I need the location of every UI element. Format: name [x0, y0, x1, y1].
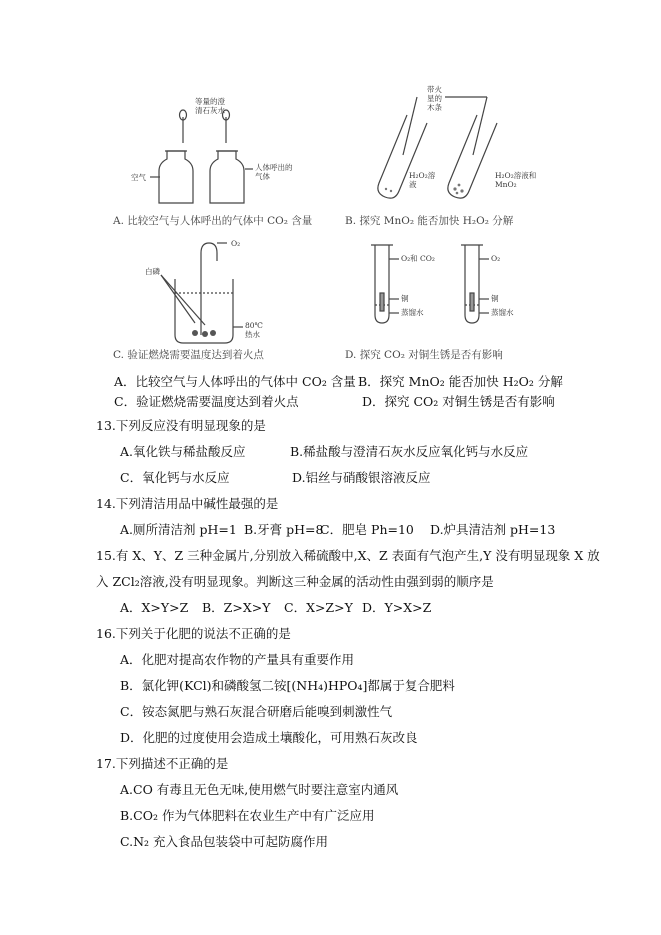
figure-a-dropper-label: 等量的澄清石灰水 — [195, 97, 225, 115]
figure-c — [95, 235, 335, 365]
figure-b-drawing — [345, 85, 575, 230]
q14-option-c: C．肥皂 Ph=10 — [320, 522, 414, 537]
q13-option-b: B.稀盐酸与澄清石灰水反应氧化钙与水反应 — [290, 444, 529, 459]
q14-option-d: D.炉具清洁剂 pH=13 — [430, 522, 556, 537]
q13-option-d: D.铝丝与硝酸银溶液反应 — [292, 470, 431, 485]
q17-option-a: A.CO 有毒且无色无味,使用燃气时要注意室内通风 — [120, 782, 399, 797]
q14-option-a: A.厕所清洁剂 pH=1 — [120, 522, 237, 537]
q13-option-c: C．氧化钙与水反应 — [120, 470, 230, 485]
figure-c-water-label: 80℃热水 — [245, 321, 263, 339]
q15-stem-continued: 入 ZCl₂溶液,没有明显现象。判断这三种金属的活动性由强到弱的顺序是 — [96, 574, 494, 589]
figure-a-caption: A. 比较空气与人体呼出的气体中 CO₂ 含量 — [113, 215, 313, 227]
q16-option-a: A．化肥对提高农作物的产量具有重要作用 — [120, 652, 355, 667]
q12-option-b: B．探究 MnO₂ 能否加快 H₂O₂ 分解 — [358, 374, 563, 389]
figure-c-gas-label: O₂ — [231, 239, 241, 248]
q13-option-a: A.氧化铁与稀盐酸反应 — [120, 444, 246, 459]
figure-a — [95, 85, 335, 230]
figure-b-left-label: H₂O₂溶液 — [409, 171, 436, 189]
q16-stem: 16.下列关于化肥的说法不正确的是 — [96, 626, 291, 641]
q14-stem: 14.下列清洁用品中碱性最强的是 — [96, 496, 279, 511]
figure-a-left-label: 空气 — [131, 173, 146, 182]
q13-stem: 13.下列反应没有明显现象的是 — [96, 418, 266, 433]
figure-d-left-gas: O₂和 CO₂ — [401, 254, 435, 263]
q15-option-d: D．Y>X>Z — [362, 600, 432, 615]
q15-option-b: B．Z>X>Y — [202, 600, 271, 615]
figure-a-right-label: 人体呼出的气体 — [255, 163, 293, 181]
figure-c-drawing — [95, 235, 335, 365]
q14-option-b: B.牙膏 pH=8 — [244, 522, 324, 537]
q17-option-c: C.N₂ 充入食品包装袋中可起防腐作用 — [120, 834, 329, 849]
figure-d-copper-right: 铜 — [491, 294, 499, 303]
q15-stem: 15.有 X、Y、Z 三种金属片,分别放入稀硫酸中,X、Z 表面有气泡产生,Y 没有明显现象 X 放 — [96, 548, 600, 563]
figure-d-drawing — [345, 235, 575, 365]
figure-b-caption: B. 探究 MnO₂ 能否加快 H₂O₂ 分解 — [345, 215, 514, 227]
figure-b — [345, 85, 575, 230]
figure-d-right-gas: O₂ — [491, 254, 501, 263]
q17-stem: 17.下列描述不正确的是 — [96, 756, 229, 771]
figure-d-water-left: 蒸馏水 — [401, 308, 424, 317]
figure-c-phosphorus-label: 白磷 — [145, 267, 160, 276]
figure-d — [345, 235, 575, 365]
figure-d-caption: D. 探究 CO₂ 对铜生锈是否有影响 — [345, 349, 503, 361]
figure-d-copper-left: 铜 — [401, 294, 409, 303]
figure-c-caption: C. 验证燃烧需要温度达到着火点 — [113, 349, 264, 361]
q16-option-b: B．氯化钾(KCl)和磷酸氢二铵[(NH₄)HPO₄]都属于复合肥料 — [120, 678, 455, 693]
q12-option-a: A．比较空气与人体呼出的气体中 CO₂ 含量 — [114, 374, 356, 389]
q15-option-a: A．X>Y>Z — [120, 600, 189, 615]
figure-d-water-right: 蒸馏水 — [491, 308, 514, 317]
figure-b-right-label: H₂O₂溶液和 MnO₂ — [495, 171, 537, 189]
q12-option-d: D．探究 CO₂ 对铜生锈是否有影响 — [362, 394, 555, 409]
q12-option-c: C．验证燃烧需要温度达到着火点 — [114, 394, 299, 409]
figure-b-splint-label: 带火星的木条 — [427, 85, 442, 112]
q17-option-b: B.CO₂ 作为气体肥料在农业生产中有广泛应用 — [120, 808, 375, 823]
q16-option-d: D．化肥的过度使用会造成土壤酸化，可用熟石灰改良 — [120, 730, 418, 745]
q15-option-c: C．X>Z>Y — [284, 600, 353, 615]
q16-option-c: C．铵态氮肥与熟石灰混合研磨后能嗅到刺激性气 — [120, 704, 393, 719]
experiment-figures — [95, 85, 575, 365]
